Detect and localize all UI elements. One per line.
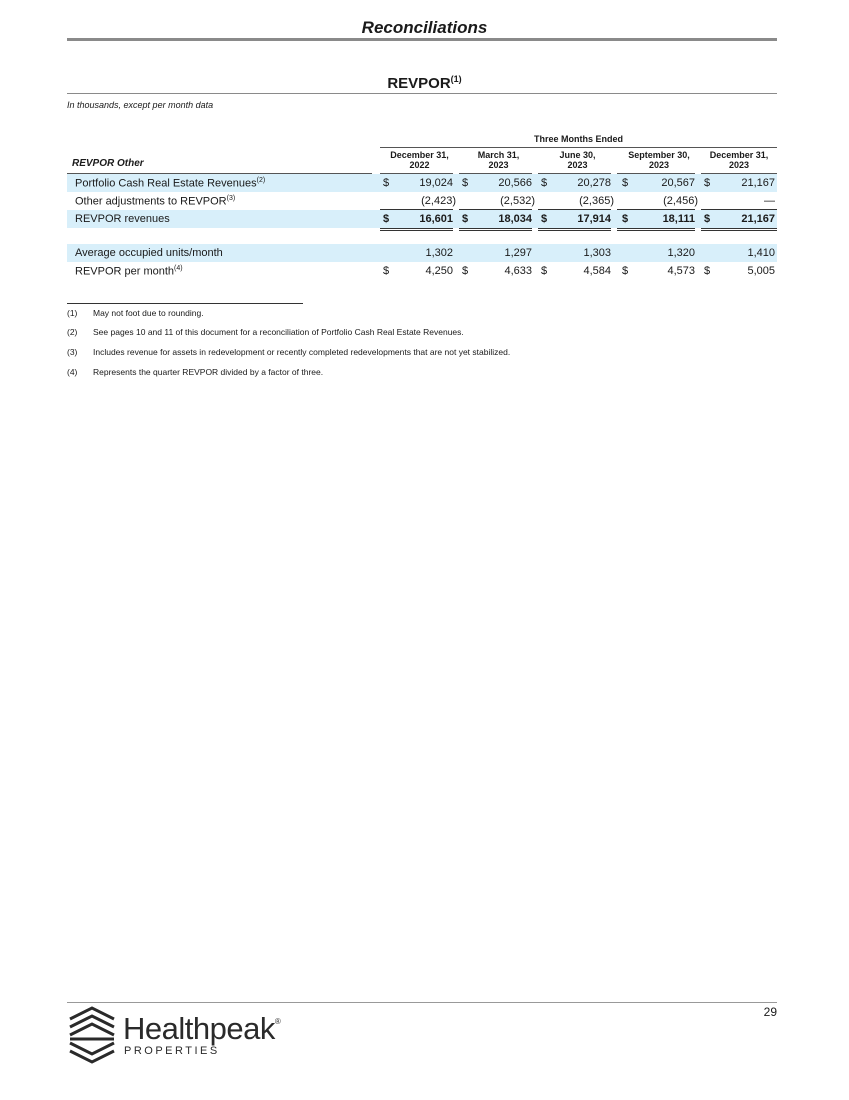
row-label-text: Average occupied units/month: [75, 247, 223, 259]
currency-symbol: $: [622, 177, 629, 189]
row-label-footnote-ref: (4): [174, 265, 183, 272]
column-header-line2: 2022: [409, 160, 430, 170]
logo-subtitle: PROPERTIES: [124, 1045, 220, 1057]
total-double-rule: [701, 228, 777, 231]
cell-value: 21,167: [741, 177, 775, 189]
section-divider: [67, 93, 777, 94]
column-header-line2: 2023: [567, 160, 588, 170]
cell-value: 5,005: [747, 265, 775, 277]
cell-value: 4,633: [504, 265, 532, 277]
currency-symbol: $: [541, 177, 548, 189]
period-header-rule: [380, 147, 777, 148]
total-double-rule: [380, 228, 453, 231]
cell-value: 19,024: [419, 177, 453, 189]
table-row: [67, 244, 777, 262]
cell-value: 21,167: [741, 213, 775, 225]
row-label: [75, 265, 183, 278]
column-header: [701, 150, 777, 170]
company-logo: [67, 1005, 281, 1072]
currency-symbol: $: [383, 177, 390, 189]
currency-symbol: $: [622, 265, 629, 277]
currency-symbol: $: [462, 265, 469, 277]
table-row: [67, 174, 777, 192]
cell-value: 20,566: [498, 177, 532, 189]
logo-name: Healthpeak: [123, 1011, 275, 1046]
footnote-divider: [67, 303, 303, 304]
column-header: [380, 150, 459, 170]
currency-symbol: $: [541, 265, 548, 277]
cell-value: 1,297: [504, 247, 532, 259]
logo-mark-icon: [67, 1005, 117, 1067]
footer-divider: [67, 1002, 777, 1003]
row-label: [75, 195, 235, 208]
cell-value: (2,532): [500, 195, 535, 207]
cell-value: 16,601: [419, 213, 453, 225]
currency-symbol: $: [383, 213, 390, 225]
footnote-number: (3): [67, 347, 78, 357]
row-label-text: Portfolio Cash Real Estate Revenues: [75, 177, 257, 190]
row-label-footnote-ref: (2): [256, 177, 266, 184]
currency-symbol: $: [704, 213, 711, 225]
cell-value: 1,303: [583, 247, 611, 259]
currency-symbol: $: [704, 265, 711, 277]
cell-value: 1,320: [667, 247, 695, 259]
table-row: [67, 262, 777, 280]
row-label-text: REVPOR per month: [75, 265, 175, 278]
footnote-text: Includes revenue for assets in redevelopment or recently completed redevelopments that are not yet stabilized.: [93, 347, 511, 357]
column-header-line1: September 30,: [628, 150, 690, 160]
footnote-text: Represents the quarter REVPOR divided by a factor of three.: [93, 367, 324, 377]
currency-symbol: $: [462, 177, 469, 189]
period-header: Three Months Ended: [533, 134, 623, 144]
column-header-line1: June 30,: [559, 150, 596, 160]
column-header-line1: December 31,: [709, 150, 769, 160]
currency-symbol: $: [704, 177, 711, 189]
currency-symbol: $: [622, 213, 629, 225]
units-note: In thousands, except per month data: [67, 100, 214, 110]
cell-value: 1,302: [425, 247, 453, 259]
cell-value: (2,423): [421, 195, 456, 207]
cell-value: —: [764, 195, 775, 207]
cell-value: (2,456): [663, 195, 698, 207]
footnote-number: (4): [67, 367, 78, 377]
cell-value: 18,111: [662, 213, 695, 225]
row-label: [75, 213, 170, 225]
cell-value: 4,573: [667, 265, 695, 277]
row-label: [75, 247, 223, 259]
section-title-footnote-ref: (1): [450, 74, 462, 84]
table-row: [67, 210, 777, 228]
cell-value: 4,250: [425, 265, 453, 277]
column-header-line2: 2023: [648, 160, 670, 170]
page-number: 29: [763, 1005, 777, 1019]
row-label: [75, 177, 265, 190]
column-header-line1: March 31,: [477, 150, 520, 160]
page-title: Reconciliations: [361, 18, 488, 37]
column-header: [538, 150, 617, 170]
table-row: [67, 192, 777, 210]
section-title-text: REVPOR: [387, 75, 451, 92]
cell-value: 20,278: [577, 177, 611, 189]
cell-value: (2,365): [579, 195, 614, 207]
footnote-text: See pages 10 and 11 of this document for a reconciliation of Portfolio Cash Real Estate Revenues.: [93, 327, 464, 337]
currency-symbol: $: [383, 265, 390, 277]
cell-value: 18,034: [498, 213, 532, 225]
section-title: [0, 74, 849, 92]
cell-value: 20,567: [661, 177, 695, 189]
column-header: [617, 150, 701, 170]
row-label-text: REVPOR revenues: [75, 213, 170, 225]
currency-symbol: $: [541, 213, 548, 225]
footnote-number: (1): [67, 308, 78, 318]
row-header-label: REVPOR Other: [72, 158, 144, 169]
currency-symbol: $: [462, 213, 469, 225]
total-double-rule: [459, 228, 532, 231]
header-divider: [67, 38, 777, 41]
total-double-rule: [617, 228, 695, 231]
column-header-line2: 2023: [728, 160, 750, 170]
total-double-rule: [538, 228, 611, 231]
cell-value: 1,410: [747, 247, 775, 259]
row-label-text: Other adjustments to REVPOR: [75, 195, 227, 208]
registered-mark: ®: [274, 1017, 281, 1026]
footnote-number: (2): [67, 327, 78, 337]
cell-value: 17,914: [577, 213, 611, 225]
row-label-footnote-ref: (3): [226, 195, 236, 202]
column-header-line1: December 31,: [390, 150, 449, 160]
logo-wordmark: [123, 1011, 280, 1047]
footnote-text: May not foot due to rounding.: [93, 308, 204, 318]
column-header-line2: 2023: [488, 160, 509, 170]
cell-value: 4,584: [583, 265, 611, 277]
column-header: [459, 150, 538, 170]
